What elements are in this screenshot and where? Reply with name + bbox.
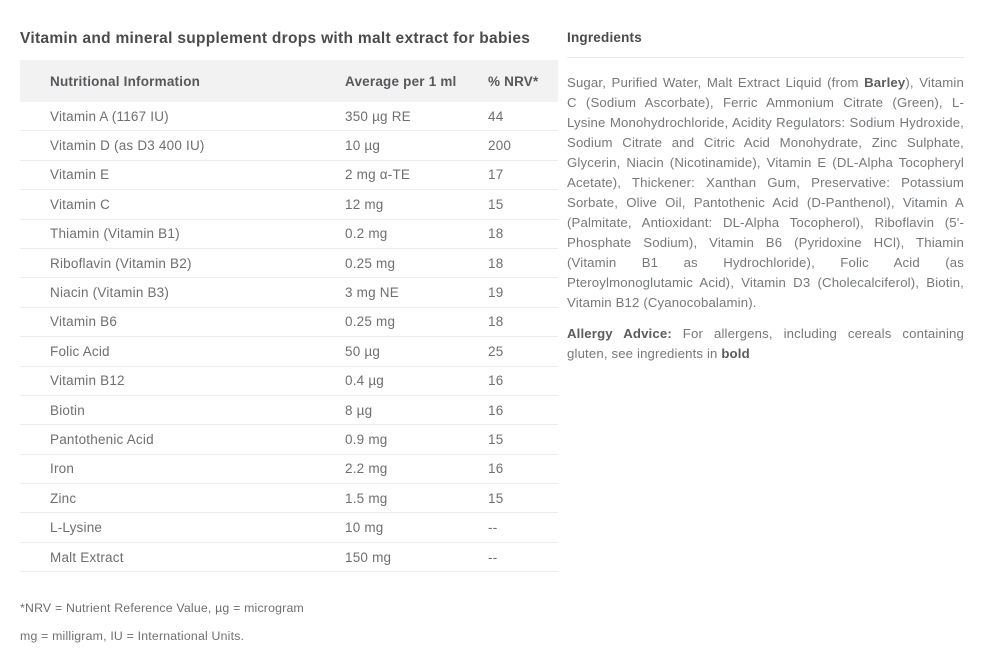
table-row bbox=[20, 131, 558, 160]
cell-amount: 0.9 mg bbox=[345, 431, 388, 447]
bold-text-segment: Allergy Advice: bbox=[567, 326, 672, 341]
cell-nrv: 25 bbox=[488, 343, 504, 359]
cell-nrv: 18 bbox=[488, 255, 504, 271]
cell-nutrient-name: Vitamin D (as D3 400 IU) bbox=[50, 138, 205, 154]
cell-amount: 0.25 mg bbox=[345, 314, 396, 330]
table-row bbox=[20, 543, 558, 572]
table-row bbox=[20, 308, 558, 337]
text-segment: ), Vitamin C (Sodium Ascorbate), Ferric Ammonium Citrate (Green), L-Lysine Monohydrochloride, Acidity Regulators: Sodium Hydroxide, Sodium Citrate and Citric Acid Monohydrate, Zinc Sulphate, Glycerin, Niacin (Nicotinamide), Vitamin E (DL-Alpha Tocopheryl Acetate), Thickener: Xanthan Gum, Preservative: Potassium Sorbate, Olive Oil, Pantothenic Acid (D-Panthenol), Vitamin A (Palmitate, Antioxidant: DL-Alpha Tocopherol), Riboflavin (5'-Phosphate Sodium), Vitamin B6 (Pyridoxine HCl), Thiamin (Vitamin B1 as Hydrochloride), Folic Acid (as Pteroylmonoglutamic Acid), Vitamin D3 (Cholecalciferol), Biotin, Vitamin B12 (Cyanocobalamin). bbox=[567, 75, 964, 310]
cell-nutrient-name: Malt Extract bbox=[50, 549, 124, 565]
cell-nutrient-name: Folic Acid bbox=[50, 343, 110, 359]
cell-nrv: 16 bbox=[488, 461, 504, 477]
cell-nutrient-name: Niacin (Vitamin B3) bbox=[50, 285, 170, 301]
table-row bbox=[20, 455, 558, 484]
cell-amount: 0.4 µg bbox=[345, 373, 385, 389]
cell-nrv: 19 bbox=[488, 285, 504, 301]
table-row bbox=[20, 249, 558, 278]
nutrition-table bbox=[20, 60, 558, 572]
cell-amount: 1.5 mg bbox=[345, 490, 388, 506]
bold-text-segment: Barley bbox=[864, 75, 906, 90]
cell-nrv: -- bbox=[488, 549, 498, 565]
column-header-average-per-1ml: Average per 1 ml bbox=[345, 73, 457, 89]
cell-amount: 0.2 mg bbox=[345, 226, 388, 242]
cell-amount: 350 µg RE bbox=[345, 108, 411, 124]
cell-nutrient-name: Vitamin E bbox=[50, 167, 110, 183]
table-row bbox=[20, 367, 558, 396]
ingredients-heading: Ingredients bbox=[567, 30, 642, 45]
cell-nrv: 18 bbox=[488, 226, 504, 242]
cell-nrv: 44 bbox=[488, 108, 504, 124]
ingredients-panel bbox=[567, 30, 964, 364]
cell-amount: 0.25 mg bbox=[345, 255, 396, 271]
column-header-percent-nrv: % NRV* bbox=[488, 73, 539, 89]
cell-nrv: 200 bbox=[488, 138, 512, 154]
cell-nrv: 16 bbox=[488, 373, 504, 389]
cell-nutrient-name: Iron bbox=[50, 461, 75, 477]
cell-nutrient-name: Vitamin B12 bbox=[50, 373, 125, 389]
cell-nrv: 15 bbox=[488, 431, 504, 447]
cell-nutrient-name: Vitamin A (1167 IU) bbox=[50, 108, 169, 124]
table-row bbox=[20, 161, 558, 190]
bold-text-segment: bold bbox=[721, 346, 750, 361]
table-row bbox=[20, 396, 558, 425]
table-row bbox=[20, 484, 558, 513]
cell-nrv: -- bbox=[488, 520, 498, 536]
cell-amount: 12 mg bbox=[345, 196, 384, 212]
cell-amount: 150 mg bbox=[345, 549, 392, 565]
cell-amount: 8 µg bbox=[345, 402, 373, 418]
cell-nutrient-name: Thiamin (Vitamin B1) bbox=[50, 226, 180, 242]
table-row bbox=[20, 425, 558, 454]
table-row bbox=[20, 337, 558, 366]
cell-nrv: 17 bbox=[488, 167, 504, 183]
table-row bbox=[20, 513, 558, 542]
cell-amount: 10 µg bbox=[345, 138, 381, 154]
cell-nutrient-name: Vitamin C bbox=[50, 196, 111, 212]
cell-amount: 2.2 mg bbox=[345, 461, 388, 477]
cell-amount: 10 mg bbox=[345, 520, 384, 536]
cell-nrv: 18 bbox=[488, 314, 504, 330]
cell-nutrient-name: Pantothenic Acid bbox=[50, 431, 154, 447]
cell-amount: 2 mg α-TE bbox=[345, 167, 411, 183]
footnote-units-definition: mg = milligram, IU = International Units. bbox=[20, 629, 245, 644]
table-body bbox=[20, 102, 558, 572]
cell-amount: 50 µg bbox=[345, 343, 381, 359]
cell-nutrient-name: Vitamin B6 bbox=[50, 314, 118, 330]
cell-nrv: 15 bbox=[488, 490, 504, 506]
cell-nutrient-name: Biotin bbox=[50, 402, 85, 418]
table-row bbox=[20, 278, 558, 307]
table-row bbox=[20, 190, 558, 219]
footnote-nrv-definition: *NRV = Nutrient Reference Value, µg = microgram bbox=[20, 601, 304, 616]
table-row bbox=[20, 220, 558, 249]
ingredients-text bbox=[567, 73, 964, 313]
text-segment: Sugar, Purified Water, Malt Extract Liquid (from bbox=[567, 75, 865, 90]
table-row bbox=[20, 102, 558, 131]
cell-nutrient-name: Zinc bbox=[50, 490, 77, 506]
cell-amount: 3 mg NE bbox=[345, 285, 399, 301]
ingredients-divider bbox=[567, 57, 964, 58]
allergy-advice-text bbox=[567, 324, 964, 364]
column-header-nutritional-information: Nutritional Information bbox=[50, 73, 201, 89]
table-header-row bbox=[20, 60, 558, 102]
cell-nutrient-name: Riboflavin (Vitamin B2) bbox=[50, 255, 192, 271]
nutrition-panel bbox=[20, 29, 558, 643]
cell-nrv: 16 bbox=[488, 402, 504, 418]
page-title: Vitamin and mineral supplement drops with malt extract for babies bbox=[20, 30, 531, 47]
cell-nrv: 15 bbox=[488, 196, 504, 212]
text-segment: For allergens, including cereals containing gluten, see ingredients in bbox=[567, 326, 964, 361]
cell-nutrient-name: L-Lysine bbox=[50, 520, 103, 536]
